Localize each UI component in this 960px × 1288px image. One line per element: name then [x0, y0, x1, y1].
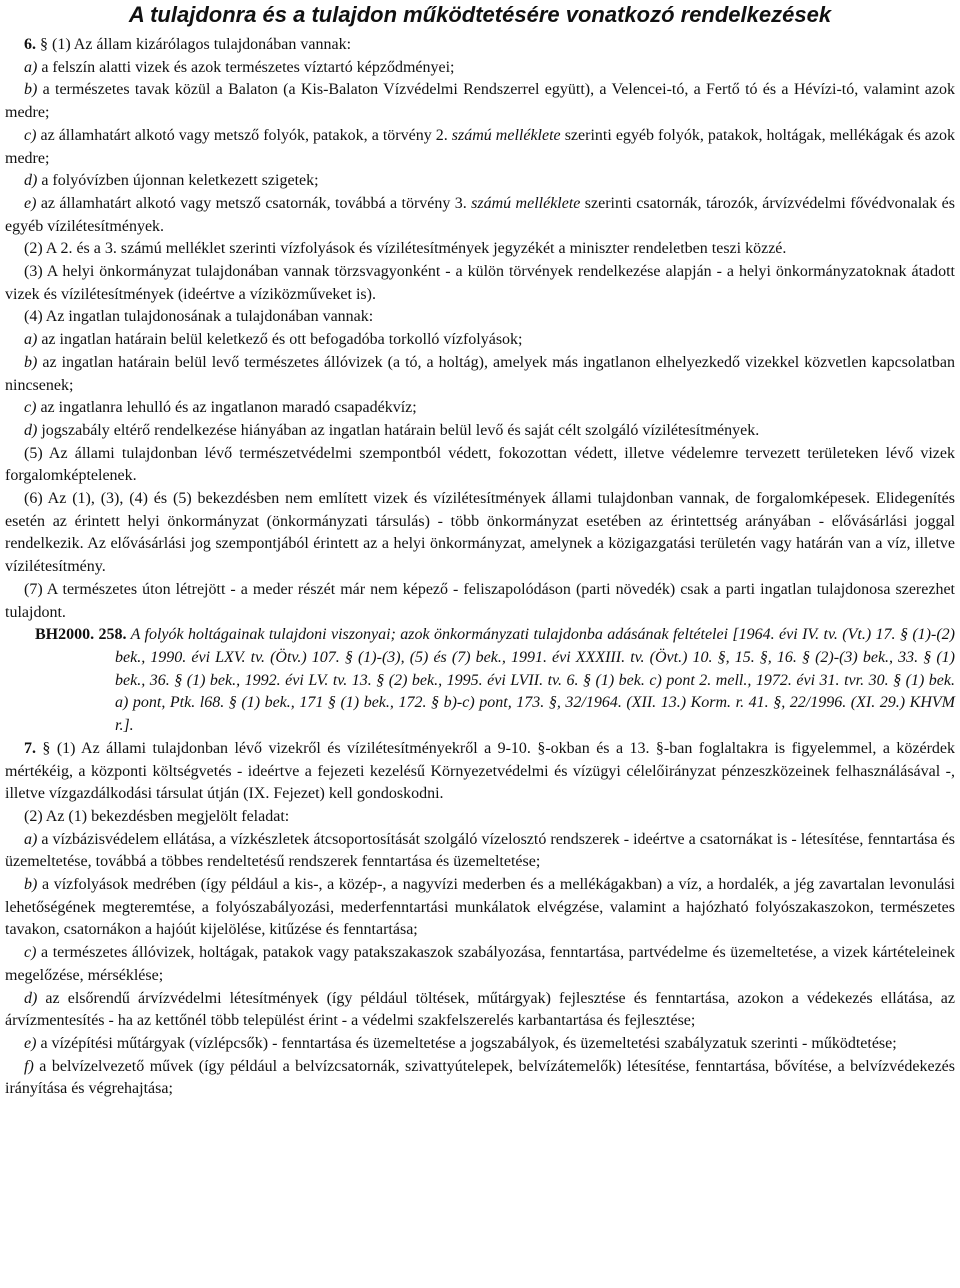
point-label: c) — [24, 944, 37, 962]
point-label: d) — [24, 421, 38, 439]
point-text: a természetes állóvizek, holtágak, patakok vagy patakszakaszok szabályozása, fenntartása, partvédelme és üzemeltetése, a vizek kártételeinek megelőzése, mérséklése; — [5, 944, 955, 984]
point-text: a vízfolyások medrében (így például a kis-, a közép-, a nagyvízi mederben és a mellékágakban) a víz, a hordalék, a jég zavartalan levonulási lehetőségének megteremtése, a folyószabályozási, mederfenntartási munkálatok elvégzése, valamint a hajózható folyószakaszokon, természetes tavakon, csatornákon a hajóút kijelölése, kitűzése és fenntartása; — [5, 876, 955, 939]
paragraph-text: § (1) Az állami tulajdonban lévő vizekről és vízilétesítményekről a 9-10. §-okban és a 13. §-ban foglaltakra is figyelemmel, a közérdek mértékéig, a központi költségvetés - ideértve a fejezeti kezelésű Környezetvédelmi és vízügyi célelőirányzat pénzeszközeinek felhasználásával -, illetve vízgazdálkodási társulat útján (IX. Fejezet) kell gondoskodni. — [5, 739, 955, 803]
point-text: a természetes tavak közül a Balaton (a Kis-Balaton Vízvédelmi Rendszerrel együtt), a Velencei-tó, a Fertő tó és a Hévízi-tó, valamint azok medre; — [5, 81, 955, 122]
point-label: b) — [24, 876, 38, 894]
point-label: e) — [24, 194, 37, 212]
point-label: e) — [24, 1034, 37, 1052]
point-label: a) — [24, 58, 38, 76]
task-f — [5, 1056, 955, 1101]
annex-reference: számú melléklete — [451, 126, 561, 144]
point-label: f) — [24, 1057, 34, 1075]
point-label: b) — [24, 353, 38, 371]
point-text: a belvízelvezető művek (így például a belvízcsatornák, szivattyútelepek, belvízátemelők) létesítése, fenntartása, bővítése, a belvízvédekezés irányítása és végrehajtása; — [5, 1057, 955, 1098]
court-decision-text: A folyók holtágainak tulajdoni viszonyai; azok önkormányzati tulajdonba adásának feltételei [1964. évi IV. tv. (Vt.) 17. § (1)-(2) bek., 1990. évi LXV. tv. (Ötv.) 107. § (1)-(3), (5) és (7) bek., 1991. évi XXXIII. tv. (Övt.) 10. §, 15. §, 16. § (2)-(3) bek., 33. § (1) bek., 36. § (1) bek., 1992. évi LV. tv. 13. § (2) bek., 1995. évi LVII. tv. 6. § (1) bek. c) pont 2. mell., 1972. évi 31. tvr. 30. § (1) bek. a) pont, Ptk. l68. § (1) bek., 171 § (1) bek., 172. § b)-c) pont, 173. §, 32/1964. (XII. 13.) Korm. r. 41. §, 22/1996. (XI. 29.) KHVM r.]. — [115, 626, 955, 735]
point-text: az ingatlan határain belül keletkező és ott befogadóba torkolló vízfolyások; — [37, 331, 523, 349]
point-b — [5, 79, 955, 124]
section-number: 6. — [24, 36, 36, 53]
paragraph-4: (4) Az ingatlan tulajdonosának a tulajdonában vannak: — [24, 308, 374, 326]
point-text: a vízépítési műtárgyak (vízlépcsők) - fenntartása és üzemeltetése a jogszabályok, és üzemeltetési szabályzatuk szerinti - működtetése; — [36, 1034, 897, 1052]
point-text: jogszabály eltérő rendelkezése hiányában az ingatlan határain belül levő és saját célt szolgáló vízilétesítmények. — [37, 421, 760, 439]
point-label: a) — [24, 830, 38, 848]
section-6-heading — [5, 34, 955, 57]
point-4a — [5, 329, 955, 352]
task-c — [5, 942, 955, 987]
point-label: d) — [24, 989, 38, 1007]
court-decision-reference: BH2000. 258. — [35, 626, 127, 644]
paragraph-7: (7) A természetes úton létrejött - a meder részét már nem képező - feliszapolódáson (parti növedék) csak a parti ingatlan tulajdonosa szerezhet tulajdont. — [5, 580, 955, 621]
point-text: szerinti csatornák, tározók, árvízvédelmi fővédvonalak és egyéb vízilétesítmények. — [5, 194, 955, 235]
point-c — [5, 125, 955, 170]
point-text: az ingatlan határain belül levő természetes állóvizek (a tó, a holtág), amelyek más ingatlanon elhelyezkedő vizekkel közvetlen kapcsolatban nincsenek; — [5, 353, 955, 394]
point-d — [5, 170, 955, 193]
paragraph-5: (5) Az állami tulajdonban lévő természetvédelmi szempontból védett, fokozottan védett, illetve védelemre tervezett területeken lévő vizek forgalomképtelenek. — [5, 444, 955, 485]
point-label: c) — [24, 399, 37, 417]
section-number: 7. — [24, 739, 36, 757]
point-a — [5, 57, 955, 80]
section-7-heading — [5, 738, 955, 806]
point-text: az államhatárt alkotó vagy metsző folyók, patakok, a törvény 2. — [36, 126, 452, 144]
paragraph-6: (6) Az (1), (3), (4) és (5) bekezdésben nem említett vizek és vízilétesítmények állami tulajdonban vannak, de forgalomképesek. Elidegenítés esetén az érintett helyi önkormányzat (önkormányzati társulás) - több önkormányzat esetében az érintettség arányában - elővásárlási joggal rendelkezik. Az elővásárlási jog szempontjából érintett az a helyi önkormányzat, amelynek a közigazgatási területén vagy határán van a víz, illetve vízilétesítmény. — [5, 490, 955, 576]
annex-reference: számú melléklete — [471, 194, 581, 212]
point-4d — [5, 420, 955, 443]
paragraph-2: (2) Az (1) bekezdésben megjelölt feladat: — [24, 807, 290, 825]
task-e — [5, 1033, 955, 1056]
point-label: a) — [24, 331, 38, 349]
point-label: b) — [24, 81, 38, 99]
point-e — [5, 193, 955, 238]
point-label: c) — [24, 126, 37, 144]
court-decision-note — [5, 624, 955, 738]
point-text: az ingatlanra lehulló és az ingatlanon maradó csapadékvíz; — [36, 399, 417, 417]
point-text: az elsőrendű árvízvédelmi létesítmények (így például töltések, műtárgyak) fejlesztése és fenntartása, azokon a védekezés ellátása, az árvízmentesítés - ha az kettőnél több települést érint - a védelmi szakfelszerelés karbantartása és fejlesztése; — [5, 989, 955, 1030]
point-text: a folyóvízben újonnan keletkezett szigetek; — [37, 172, 319, 190]
point-4b — [5, 352, 955, 397]
paragraph-2: (2) A 2. és a 3. számú melléklet szerinti vízfolyások és vízilétesítmények jegyzékét a miniszter rendeletben teszi közzé. — [24, 240, 787, 258]
point-label: d) — [24, 172, 38, 190]
page-title: A tulajdonra és a tulajdon működtetésére vonatkozó rendelkezések — [128, 2, 832, 27]
task-a — [5, 829, 955, 874]
paragraph-text: § (1) Az állam kizárólagos tulajdonában vannak: — [36, 36, 352, 53]
point-text: szerinti egyéb folyók, patakok, holtágak, mellékágak és azok medre; — [5, 126, 955, 167]
task-b — [5, 874, 955, 942]
point-text: a felszín alatti vizek és azok természetes víztartó képződményei; — [37, 58, 455, 76]
point-4c — [5, 397, 955, 420]
task-d — [5, 988, 955, 1033]
point-text: a vízbázisvédelem ellátása, a vízkészletek átcsoportosítását szolgáló vízelosztó rendszerek - ideértve a csatornákat is - létesítése, fenntartása és üzemeltetése, továbbá a többes rendeltetésű rendszerek fenntartása és üzemeltetése; — [5, 830, 955, 871]
paragraph-3: (3) A helyi önkormányzat tulajdonában vannak törzsvagyonként - a külön törvények rendelkezése alapján - a helyi önkormányzatoknak átadott vizek és vízilétesítmények (ideértve a víziközműveket is). — [5, 263, 955, 303]
point-text: az államhatárt alkotó vagy metsző csatornák, továbbá a törvény 3. — [36, 194, 472, 212]
